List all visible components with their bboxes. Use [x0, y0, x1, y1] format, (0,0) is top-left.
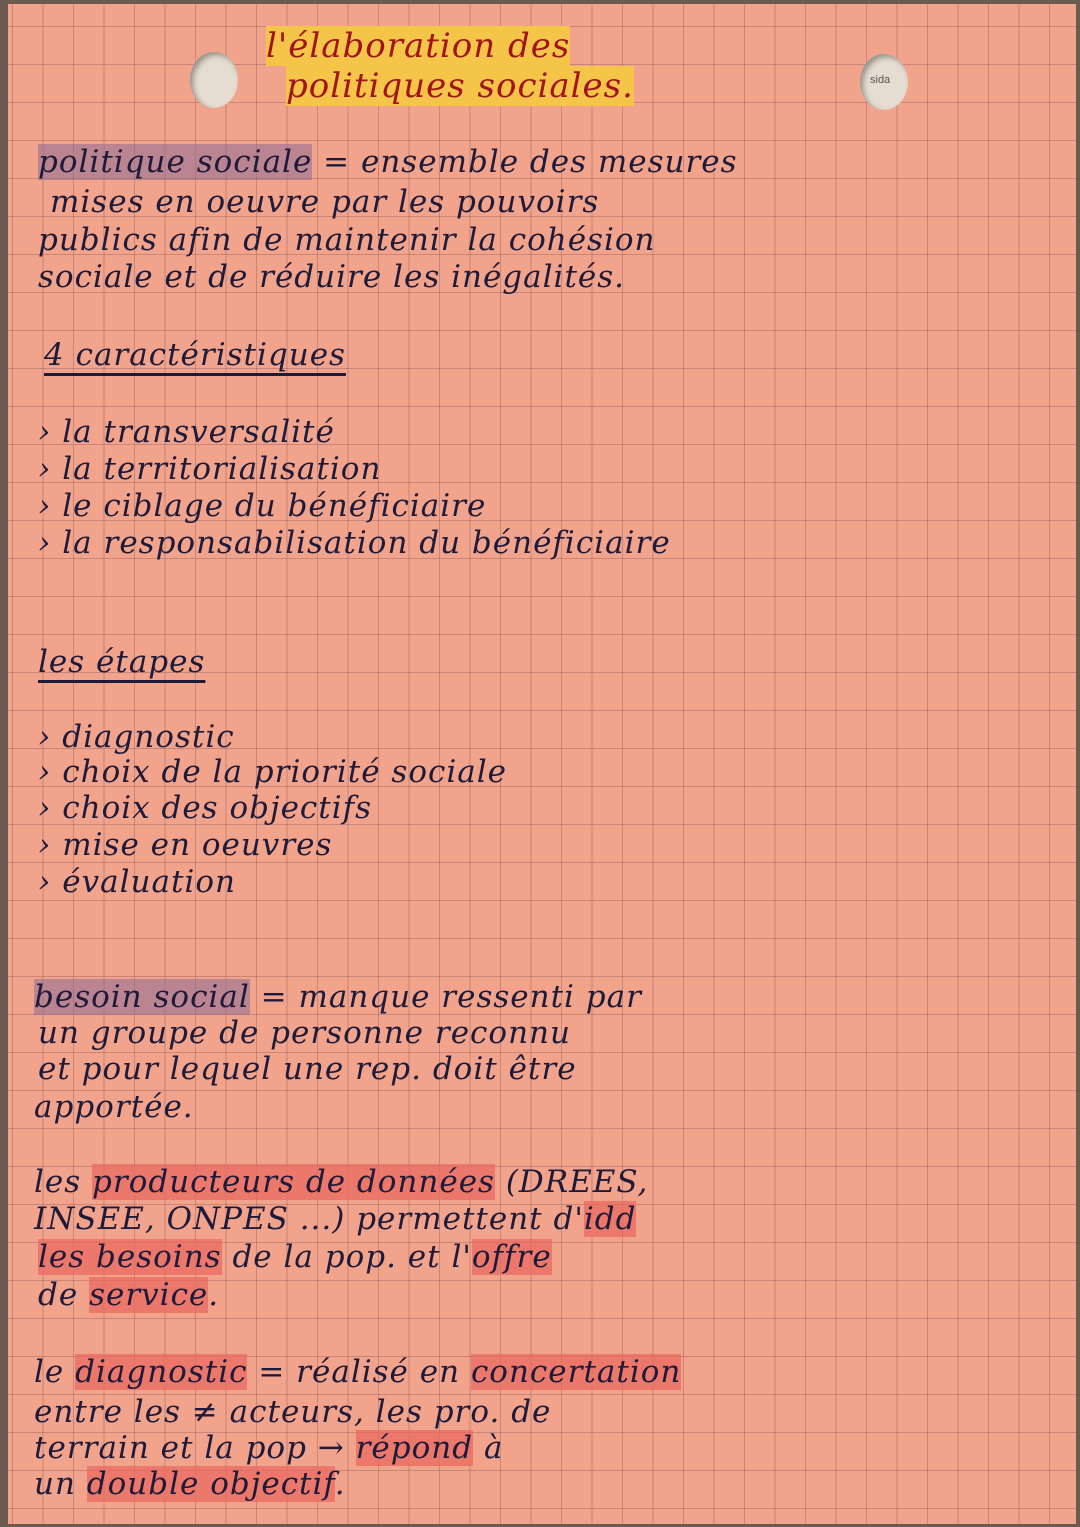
list-item: › la transversalité: [38, 414, 335, 450]
text: à: [473, 1430, 504, 1466]
producers-line: [34, 1201, 636, 1237]
highlight: service: [89, 1277, 209, 1313]
text: = manque ressenti par: [260, 979, 642, 1015]
producers-line: [38, 1239, 552, 1275]
highlight-term: besoin social: [34, 979, 250, 1015]
section-heading: 4 caractéristiques: [44, 337, 346, 373]
producers-line: [34, 1164, 648, 1200]
producers-line: [38, 1277, 219, 1313]
notebook-page: [8, 4, 1076, 1524]
text: terrain et la pop →: [34, 1430, 356, 1466]
punch-hole: [190, 52, 238, 108]
list-item: › évaluation: [38, 864, 236, 900]
definition-line: sociale et de réduire les inégalités.: [38, 259, 626, 295]
list-item: › le ciblage du bénéficiaire: [38, 488, 487, 524]
highlight: diagnostic: [75, 1354, 248, 1390]
section-heading: les étapes: [38, 644, 206, 680]
list-item: › la responsabilisation du bénéficiaire: [38, 525, 671, 561]
title-text: politiques sociales.: [286, 66, 634, 106]
text: INSEE, ONPES ...) permettent d': [34, 1201, 584, 1237]
highlight: concertation: [470, 1354, 682, 1390]
text: les: [34, 1164, 82, 1200]
list-item: › choix de la priorité sociale: [38, 754, 508, 790]
definition-line: publics afin de maintenir la cohésion: [38, 222, 656, 258]
text: (DREES,: [505, 1164, 649, 1200]
diagnostic-line: [34, 1430, 503, 1466]
highlight: les besoins: [38, 1239, 222, 1275]
highlight: producteurs de données: [92, 1164, 495, 1200]
highlight-term: politique sociale: [38, 144, 313, 180]
text: .: [208, 1277, 220, 1313]
list-item: › la territorialisation: [38, 451, 382, 487]
punch-hole: [860, 54, 908, 110]
text: = ensemble des mesures: [323, 144, 738, 180]
text: de la pop. et l': [232, 1239, 472, 1275]
text: .: [334, 1466, 346, 1502]
diagnostic-line: [34, 1354, 681, 1390]
text: le: [34, 1354, 65, 1390]
list-item: › diagnostic: [38, 719, 235, 755]
highlight: offre: [471, 1239, 552, 1275]
highlight: idd: [583, 1201, 637, 1237]
list-item: › mise en oeuvres: [38, 827, 333, 863]
highlight: répond: [355, 1430, 474, 1466]
text: = réalisé en: [258, 1354, 461, 1390]
hole-text: sida: [870, 74, 891, 86]
text: de: [38, 1277, 79, 1313]
need-line: [34, 979, 642, 1015]
need-line: un groupe de personne reconnu: [38, 1015, 571, 1051]
title-line-2: [286, 66, 634, 106]
need-line: et pour lequel une rep. doit être: [38, 1051, 577, 1087]
definition-line: [38, 144, 738, 180]
diagnostic-line: entre les ≠ acteurs, les pro. de: [34, 1394, 552, 1430]
diagnostic-line: [34, 1466, 346, 1502]
title-text: l'élaboration des: [266, 26, 571, 66]
list-item: › choix des objectifs: [38, 790, 373, 826]
text: un: [34, 1466, 76, 1502]
title-line-1: [266, 26, 570, 66]
highlight: double objectif: [86, 1466, 335, 1502]
need-line: apportée.: [34, 1089, 194, 1125]
definition-line: mises en oeuvre par les pouvoirs: [50, 184, 600, 220]
